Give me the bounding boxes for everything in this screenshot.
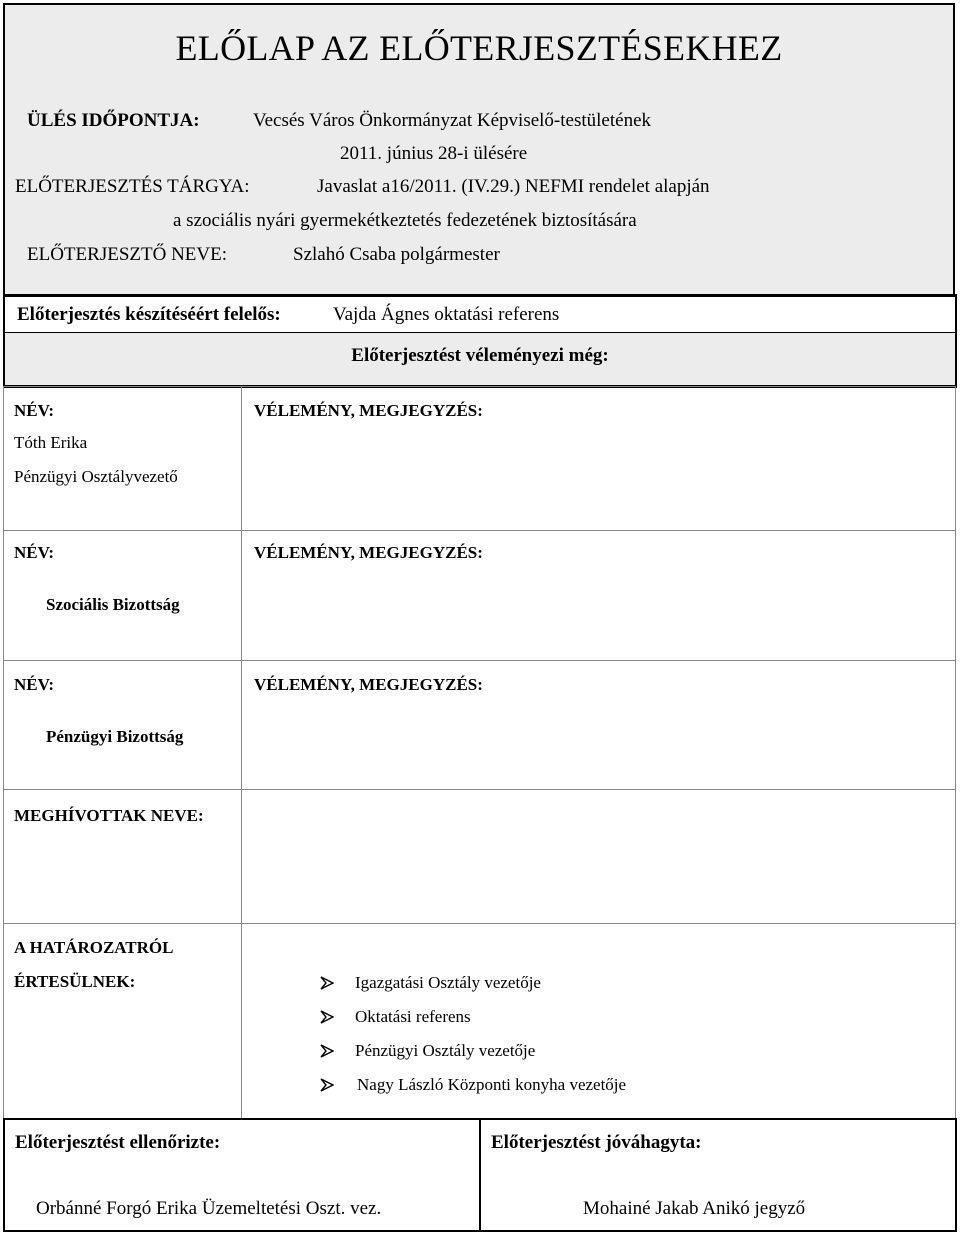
opinion-label: VÉLEMÉNY, MEGJEGYZÉS: <box>254 401 483 420</box>
approved-value: Mohainé Jakab Anikó jegyző <box>583 1198 806 1219</box>
invited-label: MEGHÍVOTTAK NEVE: <box>14 806 204 825</box>
arrow-bullet-icon <box>320 976 334 990</box>
page-title: ELŐLAP AZ ELŐTERJESZTÉSEKHEZ <box>175 28 783 68</box>
presenter-value: Szlahó Csaba polgármester <box>293 244 500 265</box>
arrow-bullet-icon <box>320 1078 334 1092</box>
meeting-value-line1: Vecsés Város Önkormányzat Képviselő-testületének <box>253 110 651 131</box>
checked-value: Orbánné Forgó Erika Üzemeltetési Oszt. vez. <box>36 1198 382 1219</box>
subject-value-line1: Javaslat a16/2011. (IV.29.) NEFMI rendelet alapján <box>317 176 710 197</box>
approved-label: Előterjesztést jóváhagyta: <box>491 1132 702 1153</box>
reviewer-2-opinion-cell <box>241 530 956 661</box>
invited-value-cell <box>241 789 956 924</box>
meeting-value-line2: 2011. június 28-i ülésére <box>340 143 528 164</box>
presenter-label: ELŐTERJESZTŐ NEVE: <box>27 244 228 265</box>
notified-label-cell <box>3 923 242 1119</box>
subject-label: ELŐTERJESZTÉS TÁRGYA: <box>15 176 250 197</box>
subject-value-line2: a szociális nyári gyermekétkeztetés fedezetének biztosítására <box>173 210 637 231</box>
reviewer-name-label: NÉV: <box>14 401 54 420</box>
approved-cell <box>479 1118 957 1232</box>
notified-list-cell <box>241 923 956 1119</box>
notified-item: Pénzügyi Osztály vezetője <box>355 1041 536 1060</box>
opinion-label: VÉLEMÉNY, MEGJEGYZÉS: <box>254 543 483 562</box>
meeting-label: ÜLÉS IDŐPONTJA: <box>27 110 200 131</box>
reviewer-role: Pénzügyi Osztályvezető <box>14 467 178 486</box>
notified-label-line1: A HATÁROZATRÓL <box>14 938 174 957</box>
reviewer-1-opinion-cell <box>241 386 956 531</box>
reviewer-name: Tóth Erika <box>14 433 88 452</box>
opinion-header-row <box>3 332 957 388</box>
header-info <box>3 88 955 294</box>
responsible-row <box>3 294 957 332</box>
reviewer-3-name-cell <box>3 660 242 790</box>
reviewer-name-label: NÉV: <box>14 675 54 694</box>
reviewer-name: Szociális Bizottság <box>46 595 180 614</box>
reviewer-name-label: NÉV: <box>14 543 54 562</box>
checked-label: Előterjesztést ellenőrizte: <box>15 1132 221 1153</box>
checked-cell <box>3 1118 481 1232</box>
arrow-bullet-icon <box>320 1044 334 1058</box>
title-box <box>3 3 955 90</box>
notified-label-line2: ÉRTESÜLNEK: <box>14 972 136 991</box>
invited-label-cell <box>3 789 242 924</box>
reviewer-name: Pénzügyi Bizottság <box>46 727 184 746</box>
reviewer-3-opinion-cell <box>241 660 956 790</box>
notified-item: Igazgatási Osztály vezetője <box>355 973 541 992</box>
opinion-label: VÉLEMÉNY, MEGJEGYZÉS: <box>254 675 483 694</box>
notified-item: Nagy László Központi konyha vezetője <box>357 1075 627 1094</box>
reviewer-2-name-cell <box>3 530 242 661</box>
notified-item: Oktatási referens <box>355 1007 471 1026</box>
responsible-value: Vajda Ágnes oktatási referens <box>333 304 560 325</box>
opinion-header: Előterjesztést véleményezi még: <box>351 345 609 366</box>
reviewer-1-name-cell <box>3 386 242 531</box>
arrow-bullet-icon <box>320 1010 334 1024</box>
responsible-label: Előterjesztés készítéséért felelős: <box>17 304 281 325</box>
